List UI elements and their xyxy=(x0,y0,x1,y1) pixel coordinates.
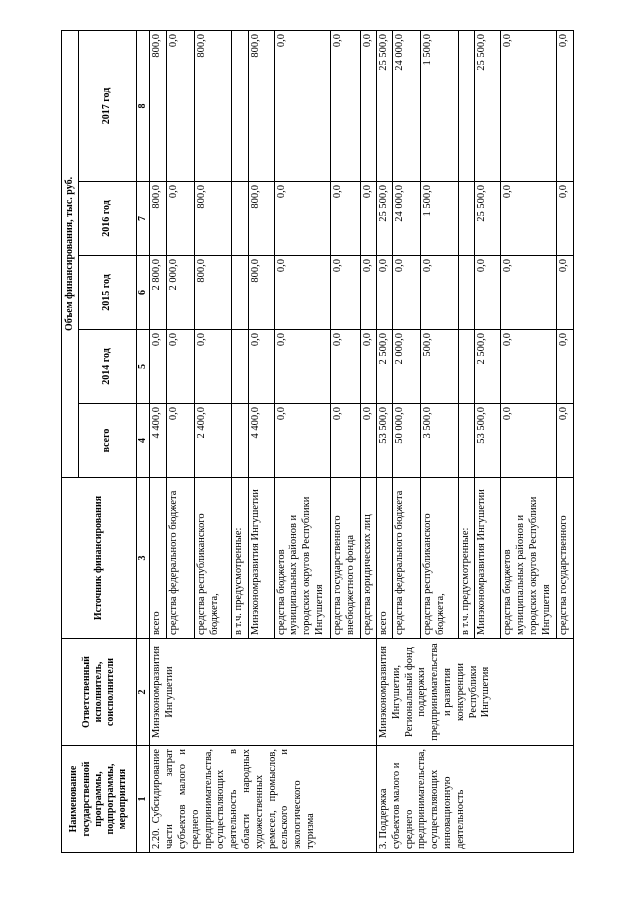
value-cell: 800,0 xyxy=(194,256,231,330)
rotated-table-wrapper xyxy=(61,31,574,853)
activity-executor: Минэкономразвития Ингушетии xyxy=(150,639,377,746)
value-cell xyxy=(232,404,248,478)
value-cell: 0,0 xyxy=(330,256,360,330)
value-cell: 53 500,0 xyxy=(377,404,393,478)
value-cell: 0,0 xyxy=(274,330,330,404)
source-cell: средства федерального бюджета xyxy=(393,478,421,639)
source-cell: Минэкономразвития Ингушетии xyxy=(248,478,274,639)
value-cell: 0,0 xyxy=(194,330,231,404)
source-cell: всего xyxy=(150,478,166,639)
header-2017: 2017 год xyxy=(78,30,136,181)
value-cell: 0,0 xyxy=(557,182,574,256)
value-cell: 0,0 xyxy=(330,404,360,478)
value-cell: 24 000,0 xyxy=(393,182,421,256)
value-cell: 4 400,0 xyxy=(150,404,166,478)
value-cell: 1 500,0 xyxy=(421,30,458,181)
value-cell: 0,0 xyxy=(557,30,574,181)
value-cell: 0,0 xyxy=(274,404,330,478)
value-cell: 53 500,0 xyxy=(475,404,501,478)
value-cell: 0,0 xyxy=(501,182,557,256)
header-name: Наименование государственной программы, подпрограммы, мероприятия xyxy=(62,746,137,853)
value-cell xyxy=(458,256,474,330)
value-cell: 800,0 xyxy=(150,30,166,181)
value-cell: 0,0 xyxy=(330,30,360,181)
value-cell: 25 500,0 xyxy=(475,182,501,256)
source-cell: всего xyxy=(377,478,393,639)
value-cell: 0,0 xyxy=(166,182,194,256)
source-cell: средства бюджетов муниципальных районов и городских округов Республики Ингушетия xyxy=(274,478,330,639)
col-number: 1 xyxy=(136,746,150,853)
source-cell: средства государственного xyxy=(557,478,574,639)
value-cell: 2 500,0 xyxy=(377,330,393,404)
header-2016: 2016 год xyxy=(78,182,136,256)
value-cell: 800,0 xyxy=(194,182,231,256)
value-cell: 0,0 xyxy=(501,330,557,404)
value-cell xyxy=(232,256,248,330)
value-cell xyxy=(232,330,248,404)
table-row xyxy=(150,30,166,852)
value-cell: 0,0 xyxy=(274,182,330,256)
value-cell xyxy=(458,30,474,181)
value-cell: 0,0 xyxy=(274,256,330,330)
value-cell: 25 500,0 xyxy=(475,30,501,181)
header-financing-group: Объем финансирования, тыс. руб. xyxy=(62,30,79,477)
financing-table xyxy=(61,30,574,853)
source-cell: Минэкономразвития Ингушетии xyxy=(475,478,501,639)
value-cell: 4 400,0 xyxy=(248,404,274,478)
value-cell: 0,0 xyxy=(360,30,376,181)
source-cell: средства федерального бюджета xyxy=(166,478,194,639)
col-number: 6 xyxy=(136,256,150,330)
header-source: Источник финансирования xyxy=(62,478,137,639)
col-number: 2 xyxy=(136,639,150,746)
column-number-row xyxy=(136,30,150,852)
value-cell: 25 500,0 xyxy=(377,30,393,181)
source-cell: средства бюджетов муниципальных районов и городских округов Республики Ингушетия xyxy=(501,478,557,639)
value-cell: 800,0 xyxy=(248,182,274,256)
value-cell: 0,0 xyxy=(150,330,166,404)
value-cell: 0,0 xyxy=(377,256,393,330)
value-cell: 2 400,0 xyxy=(194,404,231,478)
value-cell: 0,0 xyxy=(360,182,376,256)
col-number: 3 xyxy=(136,478,150,639)
value-cell: 1 500,0 xyxy=(421,182,458,256)
source-cell: средства республиканского бюджета, xyxy=(194,478,231,639)
value-cell: 25 500,0 xyxy=(377,182,393,256)
source-cell: в т.ч. предусмотренные: xyxy=(458,478,474,639)
value-cell: 0,0 xyxy=(393,256,421,330)
col-number: 5 xyxy=(136,330,150,404)
value-cell: 0,0 xyxy=(330,182,360,256)
value-cell xyxy=(458,404,474,478)
value-cell: 800,0 xyxy=(248,256,274,330)
value-cell: 0,0 xyxy=(166,404,194,478)
activity-name: 2.20. Субсидирование части затрат субъектов малого и среднего предпринимательства, осуществляющих деятельность в области народных художественных ремесел, промыслов, сельского и экологического туризма xyxy=(150,746,377,853)
header-executor: Ответственный исполнитель, соисполнители xyxy=(62,639,137,746)
source-cell: средства республиканского бюджета, xyxy=(421,478,458,639)
value-cell: 0,0 xyxy=(166,30,194,181)
col-number: 8 xyxy=(136,30,150,181)
value-cell: 3 500,0 xyxy=(421,404,458,478)
value-cell: 24 000,0 xyxy=(393,30,421,181)
value-cell: 0,0 xyxy=(274,30,330,181)
source-cell: средства юридических лиц xyxy=(360,478,376,639)
value-cell: 0,0 xyxy=(557,256,574,330)
value-cell: 2 800,0 xyxy=(150,256,166,330)
value-cell: 0,0 xyxy=(501,256,557,330)
value-cell: 0,0 xyxy=(501,404,557,478)
value-cell: 0,0 xyxy=(360,330,376,404)
col-number: 4 xyxy=(136,404,150,478)
value-cell: 0,0 xyxy=(475,256,501,330)
value-cell: 0,0 xyxy=(421,256,458,330)
value-cell: 50 000,0 xyxy=(393,404,421,478)
value-cell: 500,0 xyxy=(421,330,458,404)
header-2015: 2015 год xyxy=(78,256,136,330)
value-cell: 0,0 xyxy=(557,330,574,404)
value-cell xyxy=(458,330,474,404)
value-cell: 800,0 xyxy=(194,30,231,181)
value-cell: 2 000,0 xyxy=(393,330,421,404)
source-cell: в т.ч. предусмотренные: xyxy=(232,478,248,639)
value-cell xyxy=(458,182,474,256)
value-cell: 0,0 xyxy=(330,330,360,404)
value-cell xyxy=(232,30,248,181)
value-cell: 0,0 xyxy=(557,404,574,478)
table-row xyxy=(377,30,393,852)
source-cell: средства государственного внебюджетного фонда xyxy=(330,478,360,639)
header-row-1 xyxy=(62,30,79,852)
value-cell: 800,0 xyxy=(248,30,274,181)
value-cell: 2 000,0 xyxy=(166,256,194,330)
col-number: 7 xyxy=(136,182,150,256)
value-cell: 0,0 xyxy=(248,330,274,404)
value-cell xyxy=(232,182,248,256)
value-cell: 0,0 xyxy=(166,330,194,404)
value-cell: 0,0 xyxy=(360,404,376,478)
header-2014: 2014 год xyxy=(78,330,136,404)
value-cell: 2 500,0 xyxy=(475,330,501,404)
activity-name: 3. Поддержка субъектов малого и среднего предпринимательства, осуществляющих инновационную деятельность xyxy=(377,746,574,853)
header-total: всего xyxy=(78,404,136,478)
value-cell: 800,0 xyxy=(150,182,166,256)
activity-executor: Минэкономразвития Ингушетии, Региональный фонд поддержки предпринимательства и развития конкуренции Республики Ингушетия xyxy=(377,639,574,746)
value-cell: 0,0 xyxy=(501,30,557,181)
value-cell: 0,0 xyxy=(360,256,376,330)
